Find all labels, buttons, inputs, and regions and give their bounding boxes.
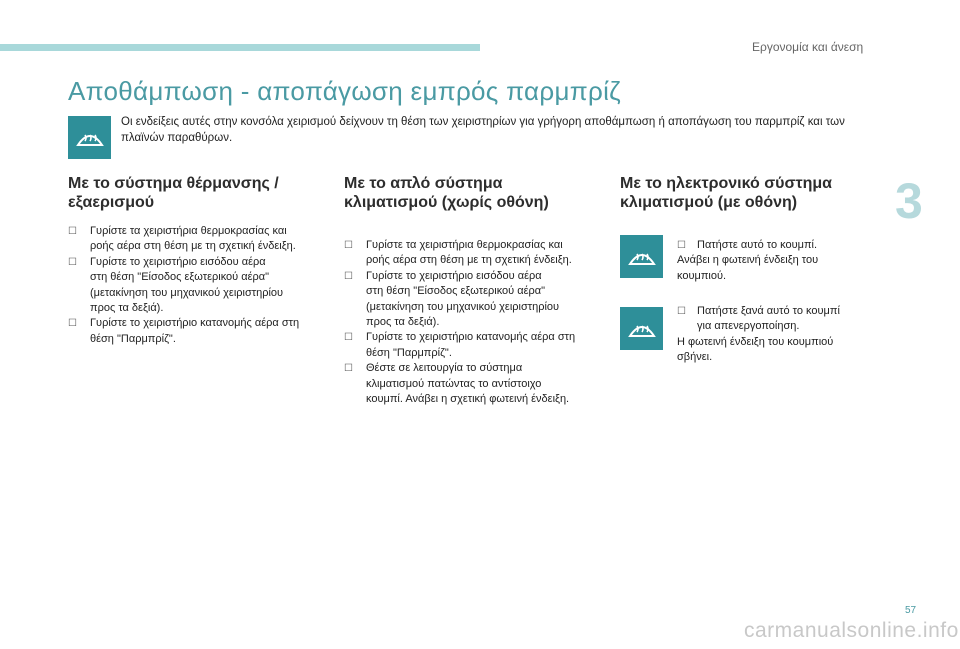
watermark: carmanualsonline.info bbox=[744, 619, 959, 642]
checkbox-bullet-icon: ☐ bbox=[344, 363, 353, 375]
list-item: ☐ Γυρίστε τα χειριστήρια θερμοκρασίας και ροής αέρα στη θέση με τη σχετική ένδειξη. bbox=[68, 225, 296, 253]
checkbox-bullet-icon: ☐ bbox=[68, 256, 77, 268]
intro-text: Οι ενδείξεις αυτές στην κονσόλα χειρισμού δείχνουν τη θέση των χειριστηρίων για γρήγορη αποθάμπωση ή αποπάγωση του παρμπρίζ και των πλαϊνών παραθύρων. bbox=[121, 116, 845, 144]
list-item: ☐ Γυρίστε το χειριστήριο κατανομής αέρα στη θέση "Παρμπρίζ". bbox=[68, 317, 300, 345]
checkbox-bullet-icon: ☐ bbox=[344, 332, 353, 344]
column-title-heating: Με το σύστημα θέρμανσης / εξαερισμού bbox=[68, 175, 279, 211]
list-item: ☐ Θέστε σε λειτουργία το σύστημα κλιματισμού πατώντας το αντίστοιχο κουμπί. Ανάβει η σχετική φωτεινή ένδειξη. bbox=[344, 362, 570, 406]
column-title-auto-ac: Με το ηλεκτρονικό σύστημα κλιματισμού (με οθόνη) bbox=[620, 175, 832, 211]
checkbox-bullet-icon: ☐ bbox=[344, 270, 353, 282]
checkbox-bullet-icon: ☐ bbox=[344, 240, 353, 251]
list-item: ☐ Γυρίστε το χειριστήριο εισόδου αέρα στη θέση "Είσοδος εξωτερικού αέρα" (μετακίνηση του μηχανικού χειριστηρίου προς τα δεξιά). bbox=[68, 255, 284, 315]
instruction-list-heating bbox=[68, 224, 338, 347]
checkbox-bullet-icon: ☐ bbox=[68, 318, 77, 330]
list-item: ☐ Γυρίστε τα χειριστήρια θερμοκρασίας και ροής αέρα στη θέση με τη σχετική ένδειξη. bbox=[344, 239, 572, 267]
list-item: ☐ Γυρίστε το χειριστήριο εισόδου αέρα στη θέση "Είσοδος εξωτερικού αέρα" (μετακίνηση του μηχανικού χειριστηρίου προς τα δεξιά). bbox=[344, 269, 560, 329]
windscreen-defrost-icon bbox=[620, 307, 663, 350]
column-title-manual-ac: Με το απλό σύστημα κλιματισμού (χωρίς οθόνη) bbox=[344, 175, 549, 211]
windscreen-defrost-icon bbox=[620, 235, 663, 278]
auto-ac-step2: ☐ Πατήστε ξανά αυτό το κουμπί για απενεργοποίηση. Η φωτεινή ένδειξη του κουμπιού σβήνει. bbox=[677, 305, 840, 364]
checkbox-bullet-icon: ☐ bbox=[677, 240, 686, 251]
auto-ac-step1: ☐ Πατήστε αυτό το κουμπί. Ανάβει η φωτεινή ένδειξη του κουμπιού. bbox=[677, 239, 819, 282]
page-title: Αποθάμπωση - αποπάγωση εμπρός παρμπρίζ bbox=[68, 76, 621, 106]
page-number: 57 bbox=[905, 605, 917, 616]
checkbox-bullet-icon: ☐ bbox=[68, 226, 77, 237]
chapter-number: 3 bbox=[895, 173, 923, 229]
windscreen-defrost-icon bbox=[68, 116, 111, 159]
section-header: Εργονομία και άνεση bbox=[752, 40, 864, 54]
list-item: ☐ Γυρίστε το χειριστήριο κατανομής αέρα στη θέση "Παρμπρίζ". bbox=[344, 331, 576, 359]
header-accent-bar bbox=[0, 44, 480, 51]
checkbox-bullet-icon: ☐ bbox=[677, 306, 686, 317]
instruction-list-manual-ac bbox=[344, 238, 614, 407]
